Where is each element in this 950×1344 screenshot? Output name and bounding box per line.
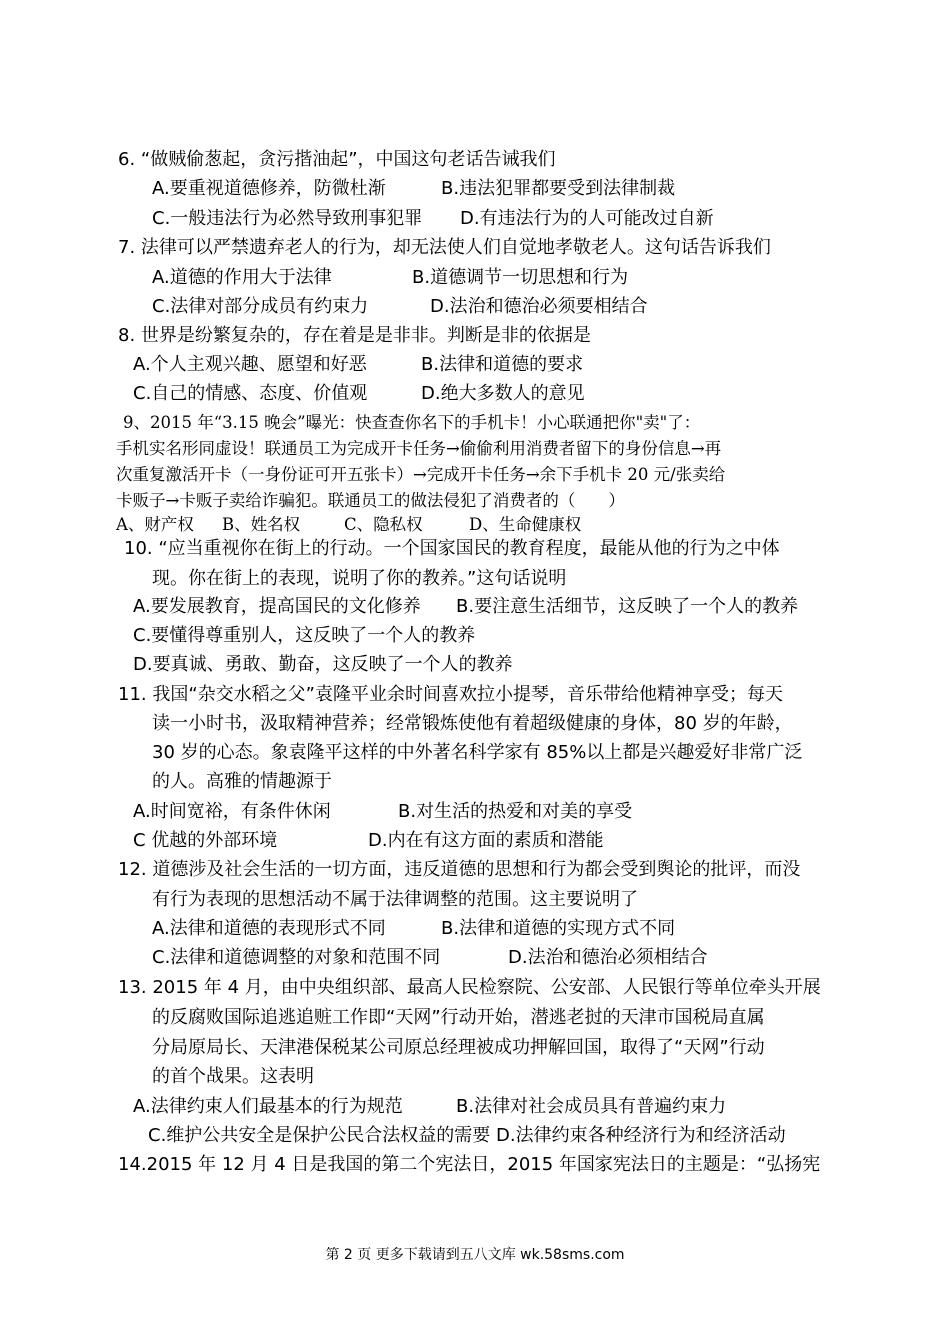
q11-line-2: 读一小时书，汲取精神营养；经常锻炼使他有着超级健康的身体，80 岁的年龄， [152,713,793,734]
q6-option-c: C.一般违法行为必然导致刑事犯罪 [152,208,423,229]
q10-line-1: 10. “应当重视你在街上的行动。一个国家国民的教育程度，最能从他的行为之中体 [124,538,780,559]
q10-option-d: D.要真诚、勇敢、勤奋，这反映了一个人的教养 [133,654,513,675]
q11-line-4: 的人。高雅的情趣源于 [152,771,332,792]
q8-option-d: D.绝大多数人的意见 [421,383,585,404]
q9-option-d: D、生命健康权 [469,515,582,534]
q8-option-b: B.法律和道德的要求 [421,354,584,375]
q13-line-1: 13. 2015 年 4 月，由中央组织部、最高人民检察院、公安部、人民银行等单位牵头开展 [118,977,821,998]
q9-line-3: 次重复激活开卡（一身份证可开五张卡）→完成开卡任务→余下手机卡 20 元/张卖给 [116,465,726,484]
q10-line-2: 现。你在街上的表现，说明了你的教养。”这句话说明 [152,568,567,589]
q8-option-c: C.自己的情感、态度、价值观 [133,383,368,404]
q7-option-c: C.法律对部分成员有约束力 [152,296,369,317]
q10-option-a: A.要发展教育，提高国民的文化修养 [133,596,421,617]
q12-option-a: A.法律和道德的表现形式不同 [152,918,386,939]
q12-option-b: B.法律和道德的实现方式不同 [441,918,676,939]
q11-line-1: 11. 我国“杂交水稻之父”袁隆平业余时间喜欢拉小提琴，音乐带给他精神享受；每天 [118,684,783,705]
q9-line-2: 手机实名形同虚设！联通员工为完成开卡任务→偷偷利用消费者留下的身份信息→再 [116,439,722,458]
q13-option-b: B.法律对社会成员具有普遍约束力 [456,1096,727,1117]
q12-line-1: 12. 道德涉及社会生活的一切方面，违反道德的思想和行为都会受到舆论的批评，而没 [118,859,801,880]
q7-option-d: D.法治和德治必须要相结合 [430,296,648,317]
q10-option-c: C.要懂得尊重别人，这反映了一个人的教养 [133,625,476,646]
q11-option-c: C 优越的外部环境 [133,830,278,851]
q13-option-cd: C.维护公共安全是保护公民合法权益的需要 D.法律约束各种经济行为和经济活动 [148,1125,786,1146]
q7-option-b: B.道德调节一切思想和行为 [412,267,629,288]
q13-option-a: A.法律约束人们最基本的行为规范 [133,1096,403,1117]
q13-line-3: 分局原局长、天津港保税某公司原总经理被成功押解回国，取得了“天网”行动 [152,1037,765,1058]
q9-line-4: 卡贩子→卡贩子卖给诈骗犯。联通员工的做法侵犯了消费者的（ ） [116,491,625,510]
q6-option-b: B.违法犯罪都要受到法律制裁 [441,178,676,199]
q12-option-d: D.法治和德治必须相结合 [508,947,708,968]
q6-option-d: D.有违法行为的人可能改过自新 [460,208,714,229]
q6-option-a: A.要重视道德修养，防微杜渐 [152,178,386,199]
q9-line-1: 9、2015 年“3.15 晚会”曝光：快查查你名下的手机卡！小心联通把你"卖"了： [123,413,701,432]
q11-option-d: D.内在有这方面的素质和潜能 [368,830,604,851]
q7-option-a: A.道德的作用大于法律 [152,267,332,288]
q12-option-c: C.法律和道德调整的对象和范围不同 [152,947,441,968]
q6-stem: 6. “做贼偷葱起，贪污揩油起”，中国这句老话告诫我们 [118,149,556,170]
q8-option-a: A.个人主观兴趣、愿望和好恶 [133,354,367,375]
q14-line-1: 14.2015 年 12 月 4 日是我国的第二个宪法日，2015 年国家宪法日的主题是：“弘扬宪 [118,1154,821,1175]
q9-option-b: B、姓名权 [222,515,301,534]
q11-line-3: 30 岁的心态。象袁隆平这样的中外著名科学家有 85%以上都是兴趣爱好非常广泛 [152,742,803,763]
q11-option-a: A.时间宽裕，有条件休闲 [133,801,331,822]
q8-stem: 8. 世界是纷繁复杂的，存在着是是非非。判断是非的依据是 [118,325,591,346]
q12-line-2: 有行为表现的思想活动不属于法律调整的范围。这主要说明了 [152,889,638,910]
q7-stem: 7. 法律可以严禁遗弃老人的行为，却无法使人们自觉地孝敬老人。这句话告诉我们 [118,237,771,258]
page-footer: 第 2 页 更多下载请到五八文库 wk.58sms.com [325,1247,625,1263]
q10-option-b: B.要注意生活细节，这反映了一个人的教养 [456,596,799,617]
q13-line-2: 的反腐败国际追逃追赃工作即“天网”行动开始，潜逃老挝的天津市国税局直属 [152,1007,765,1028]
q9-option-a: A、财产权 [116,515,194,534]
q11-option-b: B.对生活的热爱和对美的享受 [398,801,633,822]
q9-option-c: C、隐私权 [344,515,423,534]
q13-line-4: 的首个战果。这表明 [152,1066,314,1087]
